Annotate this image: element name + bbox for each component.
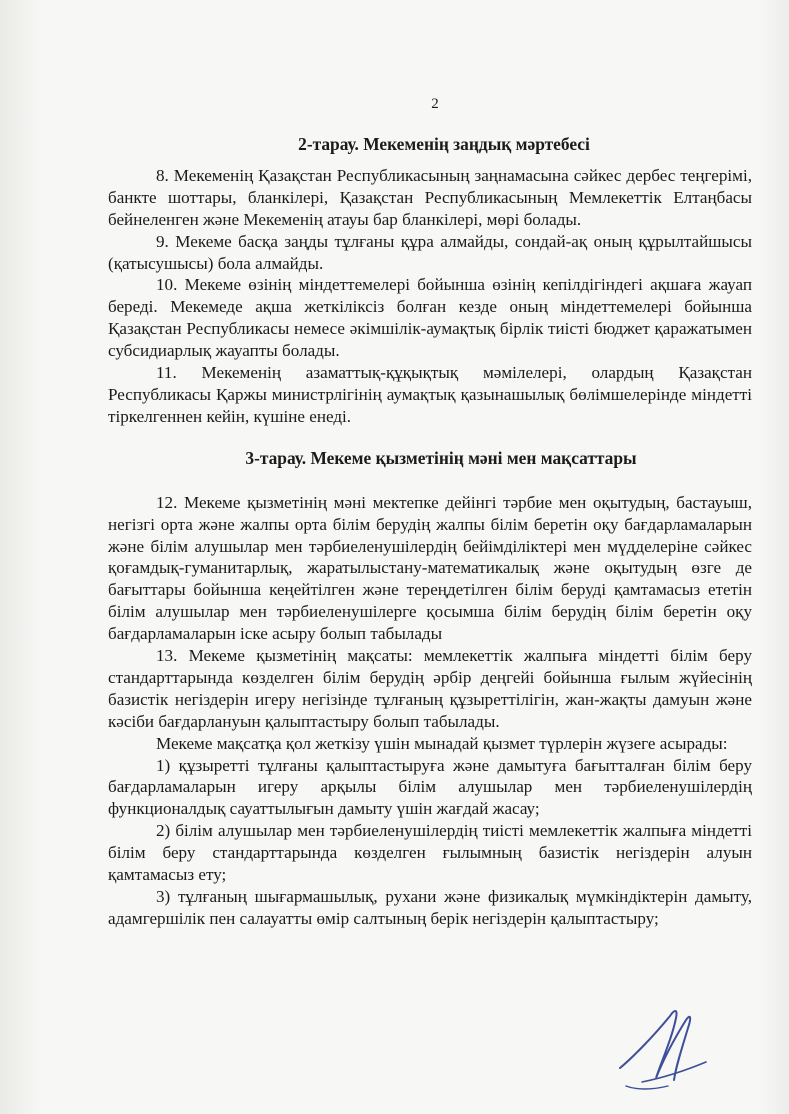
list-item-2: 2) білім алушылар мен тәрбиеленушілердің тиісті мемлекеттік жалпыға міндетті білім беру стандарттарында көзделген ғылымның базистік негіздерін алуын қамтамасыз ету; [108,821,752,885]
paragraph-activities-intro: Мекеме мақсатқа қол жеткізу үшін мынадай қызмет түрлерін жүзеге асырады: [156,733,728,753]
document-body [108,128,752,930]
paragraph-11: 11. Мекеменің азаматтық-құқықтық мәмілелері, олардың Қазақстан Республикасы Қаржы министрлігінің аумақтық қазынашылық бөлімшелерінде міндетті тіркелгеннен кейін, күшіне енеді. [108,363,752,426]
section-2-title: 2-тарау. Мекеменің заңдық мәртебесі [298,134,590,154]
paragraph-10: 10. Мекеме өзінің міндеттемелері бойынша өзінің кепілдігіндегі ақшаға жауап береді. Мекемеде ақша жеткіліксіз болған кезде оның міндеттемелері бойынша Қазақстан Республикасы немесе әкімшілік-аумақтық бірлік тиісті бюджет қаражатымен субсидиарлық жауапты болады. [108,275,752,361]
list-item-1: 1) құзыретті тұлғаны қалыптастыруға және дамытуға бағытталған білім беру бағдарламаларын игеру арқылы білім алушылар мен тәрбиеленушілердің функционалдық сауаттылығын дамыту үшін жағдай жасау; [108,755,752,819]
paragraph-13: 13. Мекеме қызметінің мақсаты: мемлекеттік жалпыға міндетті білім беру стандарттарында көзделген білім берудің әрбір деңгейі бойынша ғылым жүйесінің базистік негіздерін игеру негізінде тұлғаның құзыреттілігін, жан-жақты дамуын және кәсіби бағдарлануын қалыптастыру болып табылады. [108,646,752,731]
list-item-3: 3) тұлғаның шығармашылық, рухани және физикалық мүмкіндіктерін дамыту, адамгершілік пен салауатты өмір салтының берік негіздерін қалыптастыру; [108,887,752,928]
paragraph-9: 9. Мекеме басқа заңды тұлғаны құра алмайды, сондай-ақ оның құрылтайшысы (қатысушысы) бола алмайды. [108,231,752,273]
handwritten-signature [612,998,712,1094]
section-3-title: 3-тарау. Мекеме қызметінің мәні мен мақсаттары [245,447,637,468]
page-number: 2 [431,96,439,112]
paragraph-8: 8. Мекеменің Қазақстан Республикасының заңнамасына сәйкес дербес теңгерімі, банкте шоттары, бланкілері, Қазақстан Республикасының Мемлекеттік Елтаңбасы бейнеленген және Мекеменің атауы бар бланкілері, мөрі болады. [108,165,752,229]
paragraph-12: 12. Мекеме қызметінің мәні мектепке дейінгі тәрбие мен оқытудың, бастауыш, негізгі орта және жалпы орта білім берудің жалпы білім беретін оқу бағдарламаларын және білім алушылар мен тәрбиеленушілердің бейімділіктері мен мүдделеріне сәйкес қоғамдық-гуманитарлық, жаратылыстану-математикалық және оқытудың өзге де бағыттары бойынша кеңейтілген және тереңдетілген білім беруді қамтамасыз ететін білім алушылар мен тәрбиеленушілерге қосымша білім берудің білім беретін оқу бағдарламаларын іске асыру болып табылады [108,492,752,644]
